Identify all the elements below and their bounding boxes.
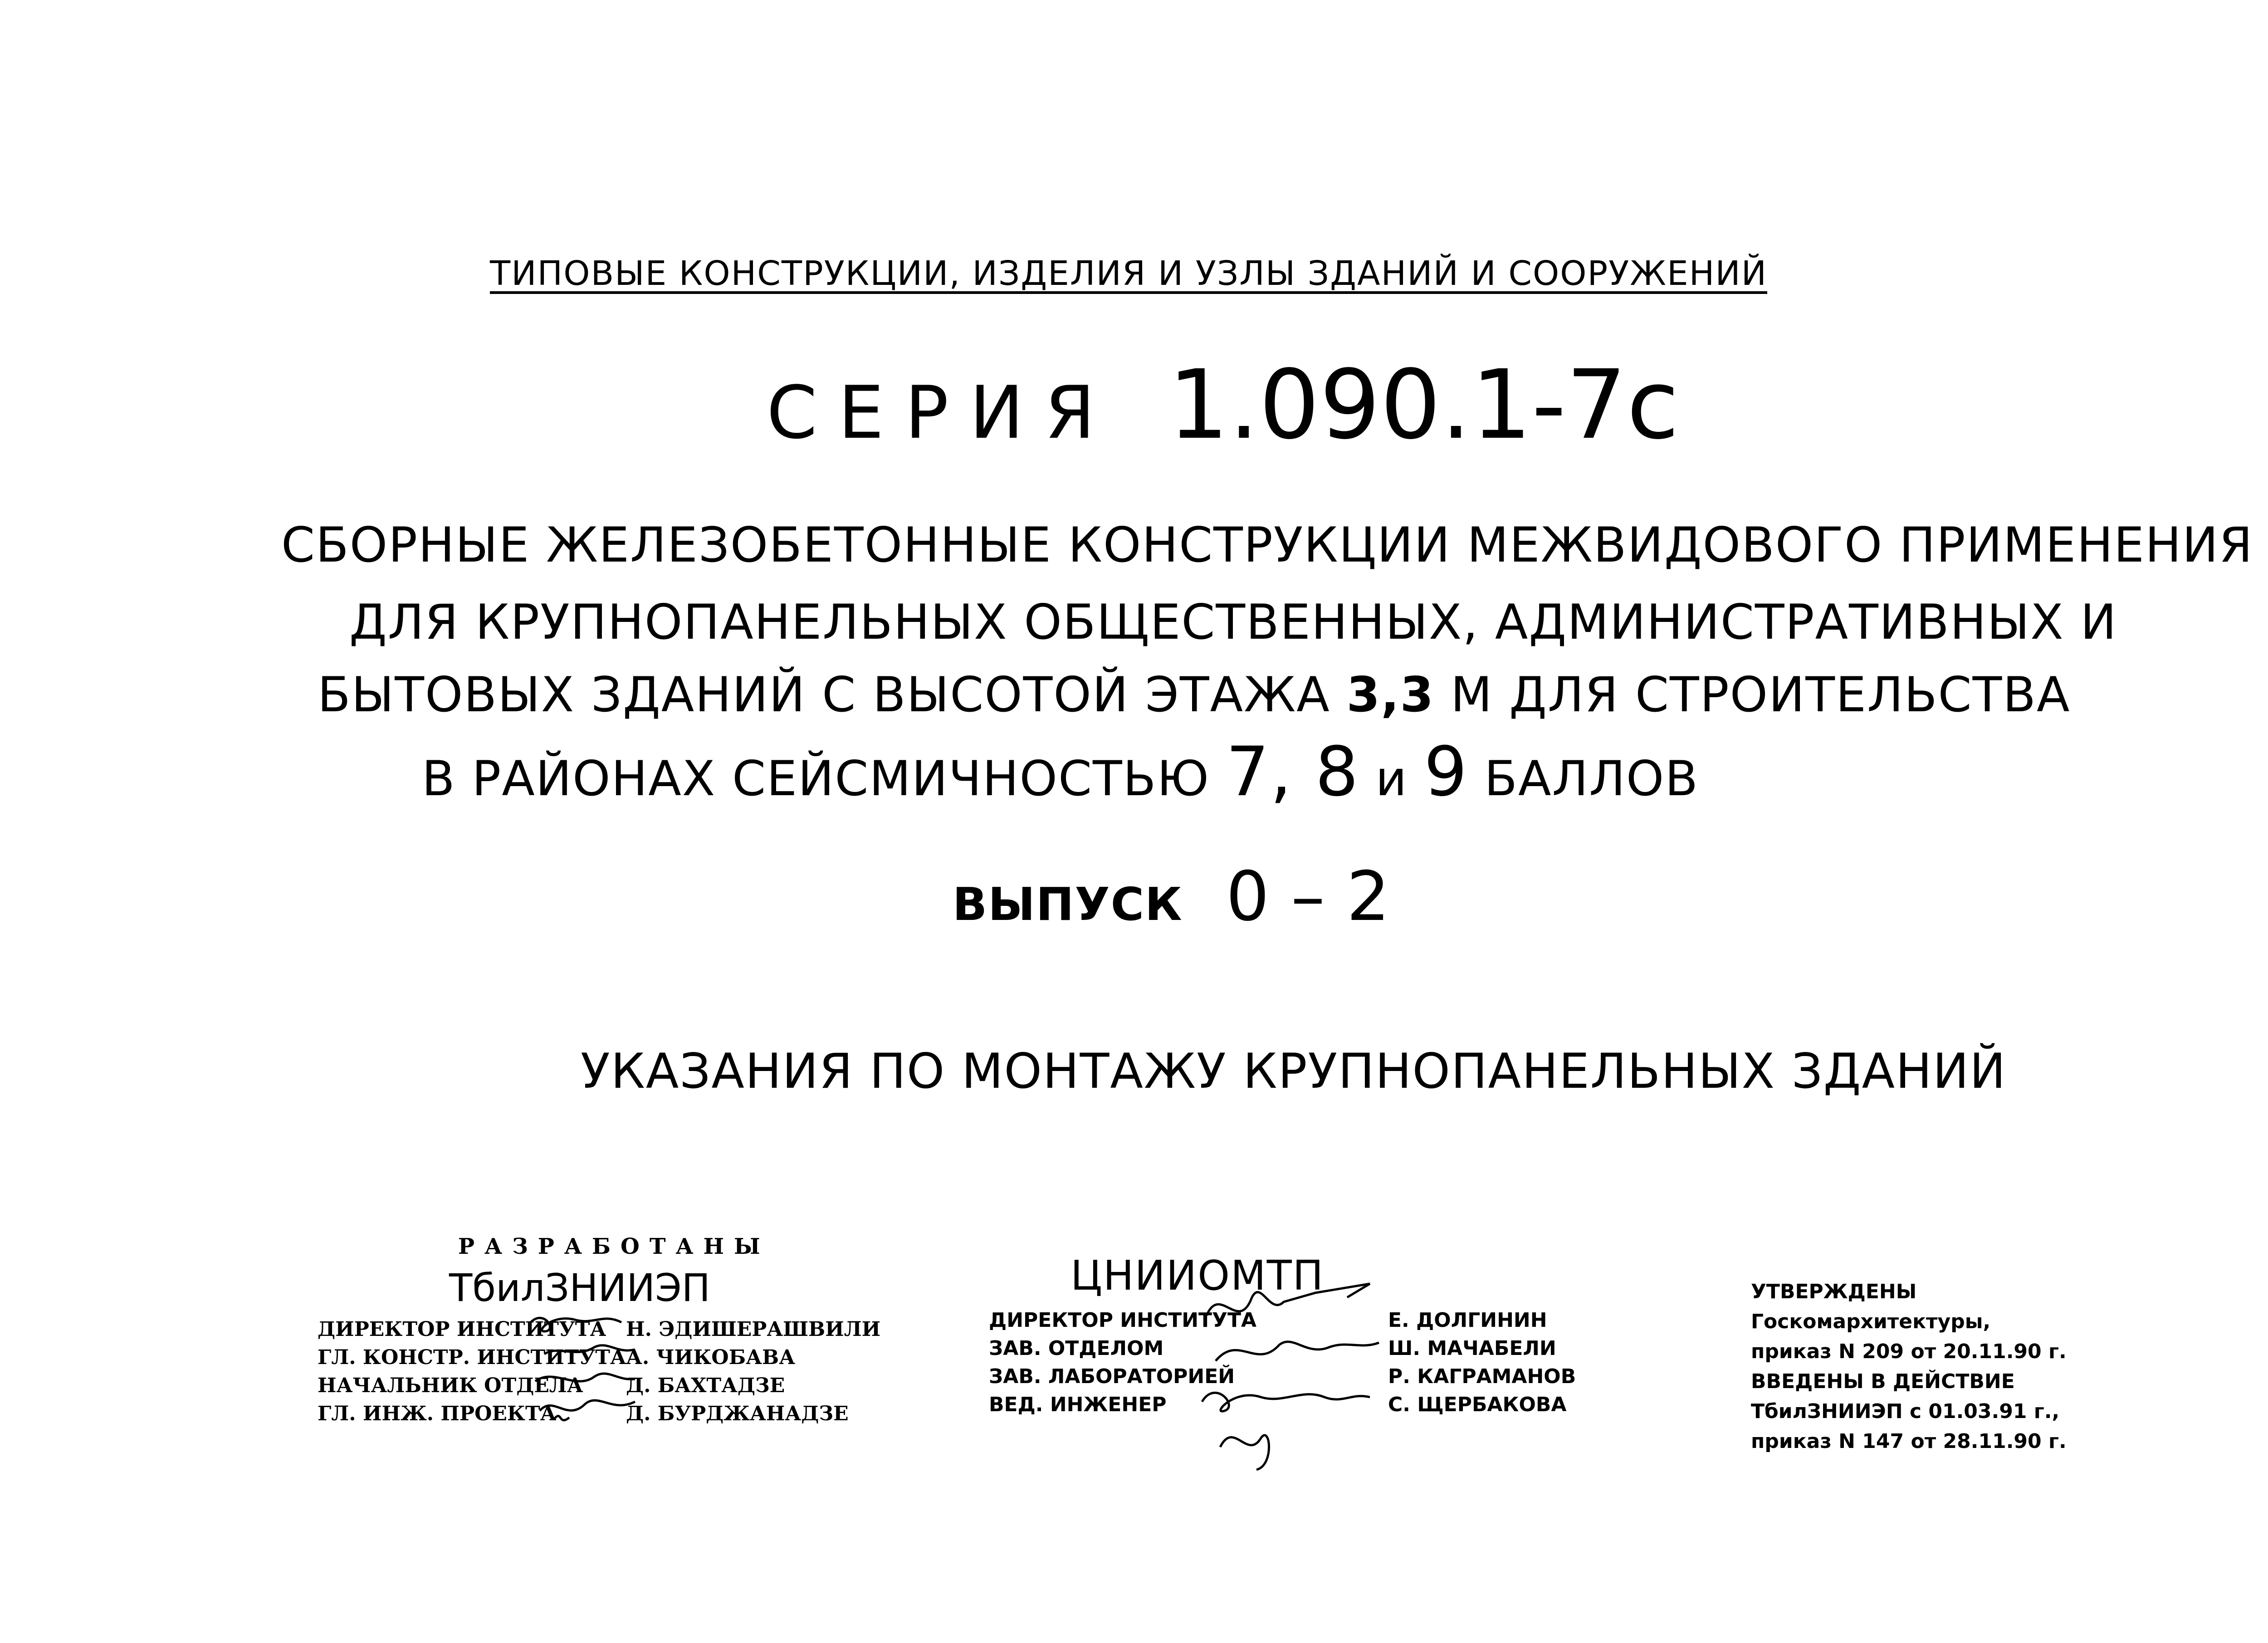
- signature-left-group: [526, 1304, 653, 1431]
- series-row: [767, 349, 1679, 460]
- person-name: Е. ДОЛГИНИН: [1388, 1309, 1547, 1332]
- person-name: Д. БАХТАДЗЕ: [626, 1374, 785, 1397]
- series-label: СЕРИЯ: [767, 370, 1116, 455]
- issue-label: ВЫПУСК: [953, 878, 1183, 931]
- person-name: Ш. МАЧАБЕЛИ: [1388, 1337, 1556, 1360]
- signature-center-group: [1198, 1266, 1397, 1474]
- approval-line: приказ N 147 от 28.11.90 г.: [1751, 1430, 2067, 1453]
- person-position: ВЕД. ИНЖЕНЕР: [989, 1393, 1167, 1416]
- person-position: ДИРЕКТОР ИНСТИТУТА: [989, 1309, 1257, 1332]
- title-line-4-and: и: [1375, 751, 1408, 807]
- person-position: НАЧАЛЬНИК ОТДЕЛА: [318, 1374, 583, 1397]
- approval-line: ВВЕДЕНЫ В ДЕЙСТВИЕ: [1751, 1370, 2015, 1393]
- title-line-2: ДЛЯ КРУПНОПАНЕЛЬНЫХ ОБЩЕСТВЕННЫХ, АДМИНИСТРАТИВНЫХ И: [349, 594, 2117, 650]
- approval-line: приказ N 209 от 20.11.90 г.: [1751, 1340, 2067, 1363]
- person-name: Р. КАГРАМАНОВ: [1388, 1365, 1576, 1388]
- developed-heading: РАЗРАБОТАНЫ: [458, 1234, 770, 1259]
- approval-block: [1751, 1277, 2067, 1457]
- issue-number: 0 – 2: [1226, 857, 1390, 936]
- approval-line: УТВЕРЖДЕНЫ: [1751, 1280, 1917, 1303]
- title-line-3: [318, 667, 2071, 723]
- approval-line: Госкомархитектуры,: [1751, 1310, 1991, 1333]
- title-line-4: [422, 733, 1699, 812]
- person-name: Д. БУРДЖАНАДЗЕ: [626, 1402, 849, 1425]
- title-line-3-part-b: М ДЛЯ СТРОИТЕЛЬСТВА: [1450, 667, 2071, 723]
- person-position: ГЛ. ИНЖ. ПРОЕКТА: [318, 1402, 557, 1425]
- person-position: ДИРЕКТОР ИНСТИТУТА: [318, 1318, 606, 1341]
- title-line-4-part-a: В РАЙОНАХ СЕЙСМИЧНОСТЬЮ: [422, 751, 1210, 807]
- seismic-value-max: 9: [1424, 733, 1468, 812]
- header-category: ТИПОВЫЕ КОНСТРУКЦИИ, ИЗДЕЛИЯ И УЗЛЫ ЗДАНИЙ И СООРУЖЕНИЙ: [490, 254, 1768, 293]
- center-org: ЦНИИОМТП: [1070, 1252, 1325, 1300]
- person-position: ЗАВ. ОТДЕЛОМ: [989, 1337, 1164, 1360]
- title-line-4-part-b: БАЛЛОВ: [1484, 751, 1699, 807]
- approval-line: ТбилЗНИИЭП с 01.03.91 г.,: [1751, 1400, 2060, 1423]
- floor-height: 3,3: [1346, 667, 1435, 723]
- issue-row: [953, 857, 1390, 936]
- person-name: С. ЩЕРБАКОВА: [1388, 1393, 1567, 1416]
- developed-org: ТбилЗНИИЭП: [449, 1266, 710, 1310]
- person-position: ЗАВ. ЛАБОРАТОРИЕЙ: [989, 1365, 1235, 1388]
- series-number: 1.090.1-7с: [1168, 349, 1679, 460]
- seismic-values: 7, 8: [1226, 733, 1359, 812]
- person-position: ГЛ. КОНСТР. ИНСТИТУТА: [318, 1346, 626, 1369]
- title-line-1: СБОРНЫЕ ЖЕЛЕЗОБЕТОННЫЕ КОНСТРУКЦИИ МЕЖВИДОВОГО ПРИМЕНЕНИЯ: [281, 517, 2253, 573]
- person-name: А. ЧИКОБАВА: [626, 1346, 796, 1369]
- person-name: Н. ЭДИШЕРАШВИЛИ: [626, 1318, 881, 1341]
- document-subtitle: УКАЗАНИЯ ПО МОНТАЖУ КРУПНОПАНЕЛЬНЫХ ЗДАНИЙ: [581, 1043, 2007, 1099]
- title-line-3-part-a: БЫТОВЫХ ЗДАНИЙ С ВЫСОТОЙ ЭТАЖА: [318, 667, 1330, 723]
